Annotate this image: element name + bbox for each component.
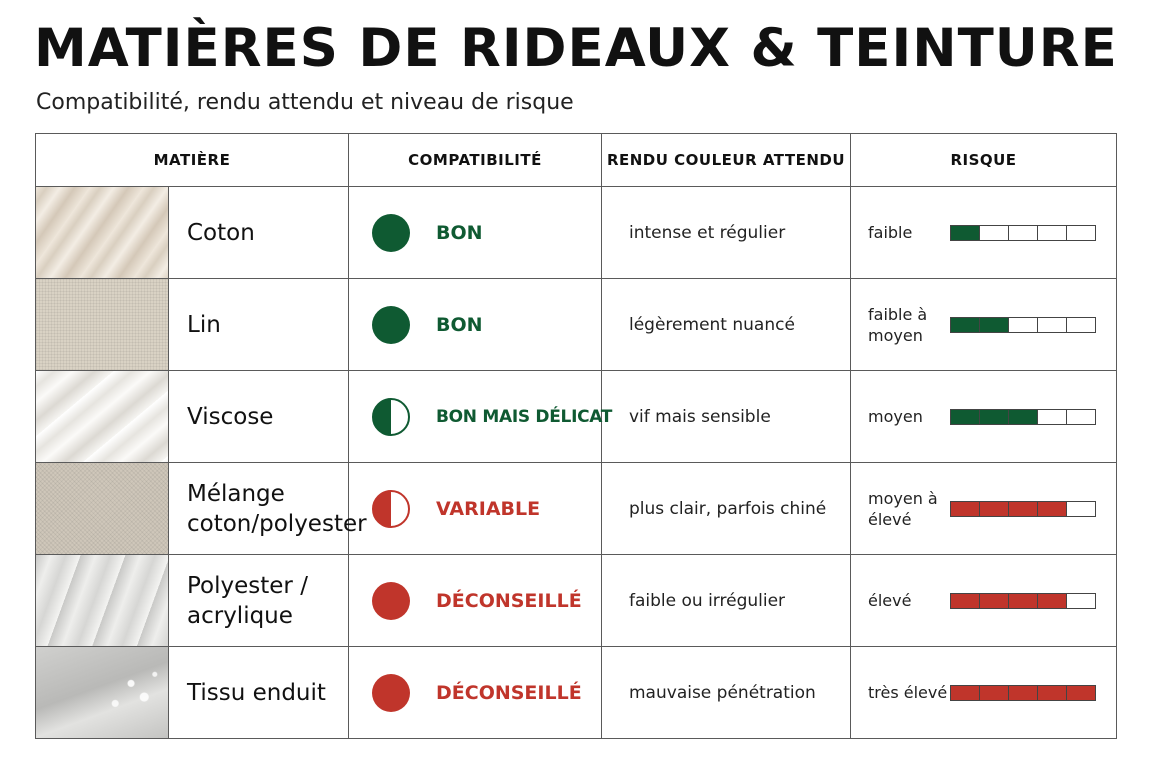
risk-text: moyen bbox=[868, 407, 923, 426]
risk-segment bbox=[951, 226, 980, 240]
coated-fabric-swatch-image bbox=[36, 647, 169, 738]
risk-segment bbox=[951, 502, 980, 516]
material-name: Polyester / acrylique bbox=[187, 572, 308, 629]
full-circle-red-icon bbox=[372, 582, 410, 620]
material-name: Viscose bbox=[187, 403, 274, 430]
risk-text: très élevé bbox=[868, 683, 948, 702]
page-subtitle: Compatibilité, rendu attendu et niveau de risque bbox=[36, 90, 574, 115]
risk-segment bbox=[1067, 226, 1095, 240]
risk-segment bbox=[980, 318, 1009, 332]
compat-label: BON bbox=[436, 313, 483, 336]
header-risque: RISQUE bbox=[851, 134, 1117, 187]
risk-segment bbox=[951, 594, 980, 608]
risk-segment bbox=[980, 686, 1009, 700]
risk-segment bbox=[1009, 502, 1038, 516]
rendu-text: faible ou irrégulier bbox=[629, 590, 786, 611]
risk-segment bbox=[951, 410, 980, 424]
risk-bar bbox=[950, 685, 1096, 701]
compat-label: VARIABLE bbox=[436, 497, 541, 520]
page-title: MATIÈRES DE RIDEAUX & TEINTURE bbox=[34, 18, 1118, 79]
risk-segment bbox=[1067, 686, 1095, 700]
materials-table bbox=[35, 133, 1117, 739]
rendu-text: intense et régulier bbox=[629, 222, 786, 243]
table-header-row bbox=[36, 134, 1117, 187]
risk-bar bbox=[950, 409, 1096, 425]
rendu-text: vif mais sensible bbox=[629, 406, 771, 427]
risk-segment bbox=[1067, 410, 1095, 424]
rendu-text: plus clair, parfois chiné bbox=[629, 498, 827, 519]
risk-segment bbox=[980, 410, 1009, 424]
risk-segment bbox=[980, 594, 1009, 608]
risk-segment bbox=[1009, 226, 1038, 240]
header-rendu: RENDU COULEUR ATTENDU bbox=[602, 134, 851, 187]
compat-label: DÉCONSEILLÉ bbox=[436, 589, 582, 612]
rendu-text: légèrement nuancé bbox=[629, 314, 795, 335]
viscose-swatch-image bbox=[36, 371, 169, 462]
risk-segment bbox=[1038, 410, 1067, 424]
risk-segment bbox=[951, 318, 980, 332]
risk-segment bbox=[1067, 502, 1095, 516]
polyester-swatch-image bbox=[36, 555, 169, 646]
risk-segment bbox=[980, 502, 1009, 516]
risk-segment bbox=[1067, 594, 1095, 608]
risk-bar bbox=[950, 225, 1096, 241]
table-row bbox=[36, 555, 1117, 647]
table-row bbox=[36, 187, 1117, 279]
half-circle-green-icon bbox=[372, 398, 410, 436]
risk-segment bbox=[1038, 594, 1067, 608]
risk-segment bbox=[1009, 410, 1038, 424]
full-circle-red-icon bbox=[372, 674, 410, 712]
full-circle-green-icon bbox=[372, 214, 410, 252]
compat-label: DÉCONSEILLÉ bbox=[436, 681, 582, 704]
material-name: Lin bbox=[187, 311, 221, 338]
compat-label: BON bbox=[436, 221, 483, 244]
risk-segment bbox=[980, 226, 1009, 240]
header-matiere: MATIÈRE bbox=[36, 134, 349, 187]
risk-text: faible à moyen bbox=[868, 304, 928, 345]
material-name: Mélange coton/polyester bbox=[187, 480, 367, 537]
table-row bbox=[36, 463, 1117, 555]
linen-swatch-image bbox=[36, 279, 169, 370]
risk-segment bbox=[1009, 594, 1038, 608]
compat-label: BON MAIS DÉLICAT bbox=[436, 406, 613, 427]
risk-segment bbox=[1009, 686, 1038, 700]
half-circle-red-icon bbox=[372, 490, 410, 528]
risk-bar bbox=[950, 317, 1096, 333]
blend-swatch-image bbox=[36, 463, 169, 554]
material-name: Tissu enduit bbox=[187, 679, 326, 706]
risk-segment bbox=[1038, 318, 1067, 332]
full-circle-green-icon bbox=[372, 306, 410, 344]
table-row bbox=[36, 647, 1117, 739]
risk-segment bbox=[1038, 226, 1067, 240]
risk-segment bbox=[1038, 502, 1067, 516]
risk-segment bbox=[1038, 686, 1067, 700]
rendu-text: mauvaise pénétration bbox=[629, 682, 816, 703]
risk-segment bbox=[951, 686, 980, 700]
risk-segment bbox=[1067, 318, 1095, 332]
risk-segment bbox=[1009, 318, 1038, 332]
risk-bar bbox=[950, 593, 1096, 609]
cotton-swatch-image bbox=[36, 187, 169, 278]
header-compatibilite: COMPATIBILITÉ bbox=[349, 134, 602, 187]
table-row bbox=[36, 279, 1117, 371]
material-name: Coton bbox=[187, 219, 255, 246]
risk-text: élevé bbox=[868, 591, 912, 610]
risk-bar bbox=[950, 501, 1096, 517]
risk-text: faible bbox=[868, 223, 913, 242]
risk-text: moyen à élevé bbox=[868, 488, 938, 529]
table-row bbox=[36, 371, 1117, 463]
